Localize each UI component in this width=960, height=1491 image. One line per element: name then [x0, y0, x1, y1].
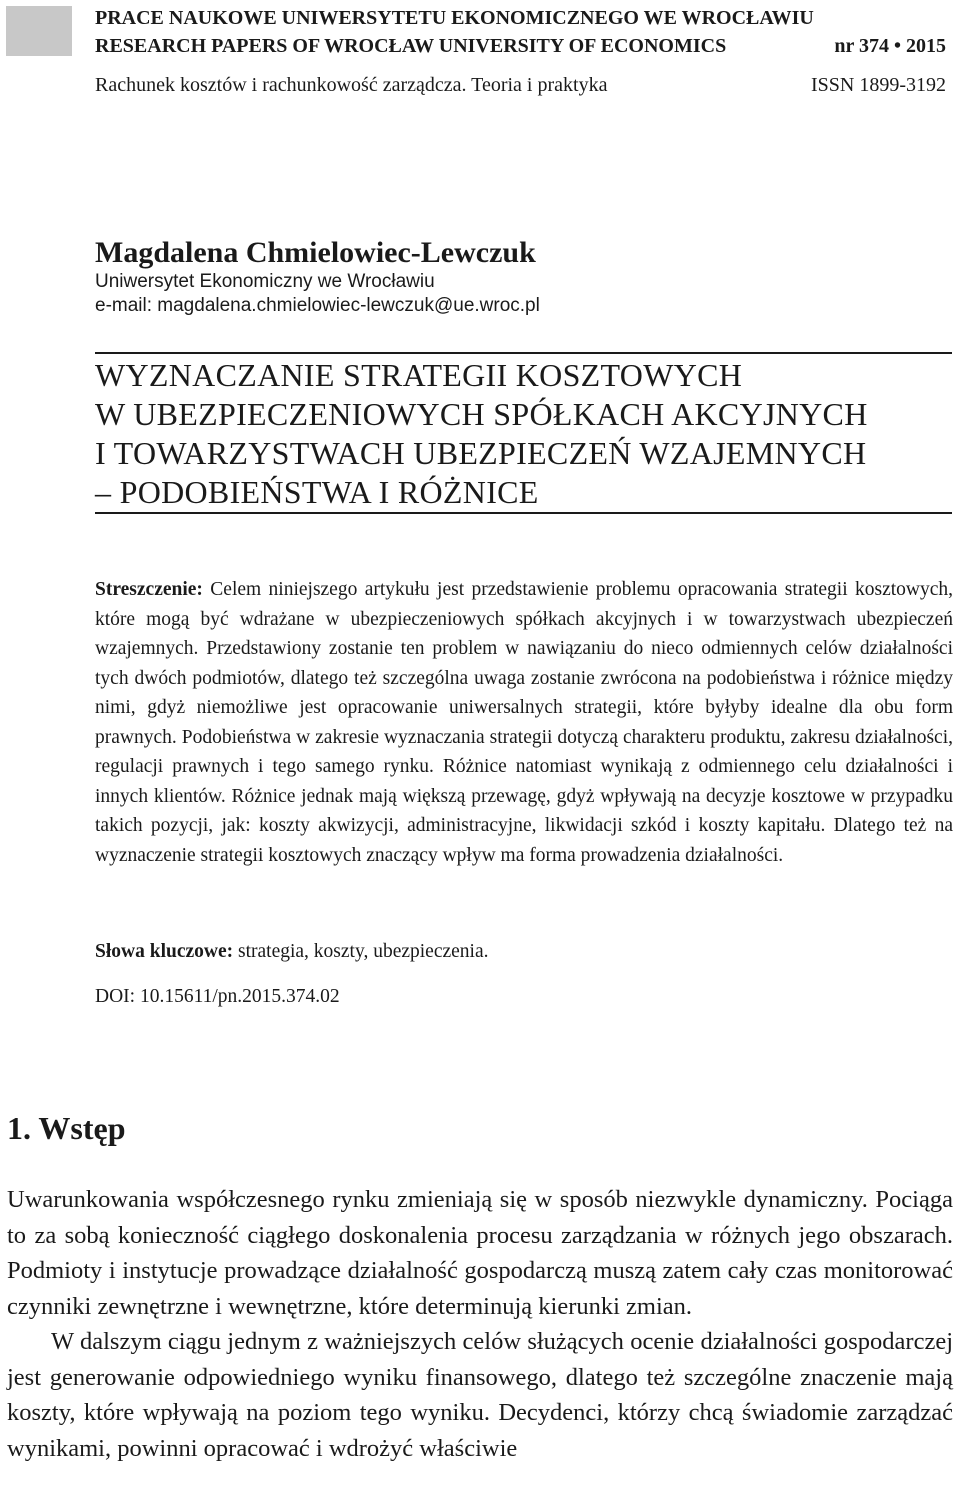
section-body — [7, 1182, 953, 1466]
journal-title-english-text: RESEARCH PAPERS OF WROCŁAW UNIVERSITY OF ECONOMICS — [95, 35, 727, 57]
abstract — [95, 575, 953, 870]
title-line-3: I TOWARZYSTWACH UBEZPIECZEŃ WZAJEMNYCH — [95, 435, 867, 471]
series-title: Rachunek kosztów i rachunkowość zarządcza. Teoria i praktyka — [95, 74, 608, 96]
doi[interactable]: DOI: 10.15611/pn.2015.374.02 — [95, 986, 340, 1007]
title-line-4: – PODOBIEŃSTWA I RÓŻNICE — [95, 474, 539, 510]
keywords-label: Słowa kluczowe: — [95, 941, 234, 962]
title-rule-top — [95, 352, 952, 354]
body-paragraph-1: Uwarunkowania współczesnego rynku zmieniają się w sposób niezwykle dynamiczny. Pociąga to za sobą konieczność ciągłego doskonalenia procesu zarządzania w różnych jego obszarach. Podmioty i instytucje prowadzące działalność gospodarczą muszą zatem cały czas monitorować czynniki zewnętrzne i wewnętrzne, które determinują kierunki zmian. — [7, 1186, 953, 1320]
issn: ISSN 1899-3192 — [810, 74, 946, 96]
journal-title-polish-text: PRACE NAUKOWE UNIWERSYTETU EKONOMICZNEGO WE WROCŁAWIU — [95, 7, 814, 29]
journal-title-polish — [95, 7, 946, 30]
author-email[interactable]: e-mail: magdalena.chmielowiec-lewczuk@ue.wroc.pl — [95, 295, 540, 316]
title-rule-bottom — [95, 512, 952, 514]
header-gray-marker — [6, 6, 72, 56]
author-name: Magdalena Chmielowiec-Lewczuk — [95, 236, 536, 269]
journal-series — [95, 74, 946, 97]
body-paragraph-2: W dalszym ciągu jednym z ważniejszych celów służących ocenie działalności gospodarczej jest generowanie odpowiedniego wyniku finansowego, dlatego też szczególne znaczenie mają koszty, które wpływają na poziom tego wyniku. Decydenci, którzy chcą świadomie zarządzać wynikami, powinni opracować i wdrożyć właściwie — [7, 1328, 953, 1462]
author-block — [95, 236, 540, 318]
keywords — [95, 941, 489, 963]
article-title — [95, 356, 868, 512]
issue-number: nr 374 • 2015 — [834, 35, 946, 57]
section-heading: 1. Wstęp — [7, 1110, 126, 1146]
title-line-2: W UBEZPIECZENIOWYCH SPÓŁKACH AKCYJNYCH — [95, 396, 868, 432]
abstract-label: Streszczenie: — [95, 579, 203, 600]
title-line-1: WYZNACZANIE STRATEGII KOSZTOWYCH — [95, 357, 743, 393]
keywords-text: strategia, koszty, ubezpieczenia. — [238, 941, 489, 962]
author-affiliation: Uniwersytet Ekonomiczny we Wrocławiu — [95, 271, 435, 292]
abstract-text: Celem niniejszego artykułu jest przedstawienie problemu opracowania strategii kosztowych, które mogą być wdrażane w ubezpieczeniowych spółkach akcyjnych i w towarzystwach ubezpieczeń wzajemnych. Przedstawiony zostanie ten problem w nawiązaniu do nieco odmiennych celów działalności tych dwóch podmiotów, dlatego też szczególna uwaga zostanie zwrócona na podobieństwa i różnice między nimi, gdyż niemożliwe jest opracowanie uniwersalnych strategii, które byłyby idealne dla obu form prawnych. Podobieństwa w zakresie wyznaczania strategii dotyczą charakteru produktu, zakresu działalności, regulacji prawnych i tego samego rynku. Różnice natomiast wynikają z odmiennego celu działalności i innych klientów. Różnice jednak mają większą przewagę, gdyż wpływają na decyzje kosztowe w przypadku takich pozycji, jak: koszty akwizycji, administracyjne, likwidacji szkód i koszty kapitału. Dlatego też na wyznaczenie strategii kosztowych znaczący wpływ ma forma prowadzenia działalności. — [95, 579, 954, 866]
journal-title-english — [95, 35, 946, 58]
